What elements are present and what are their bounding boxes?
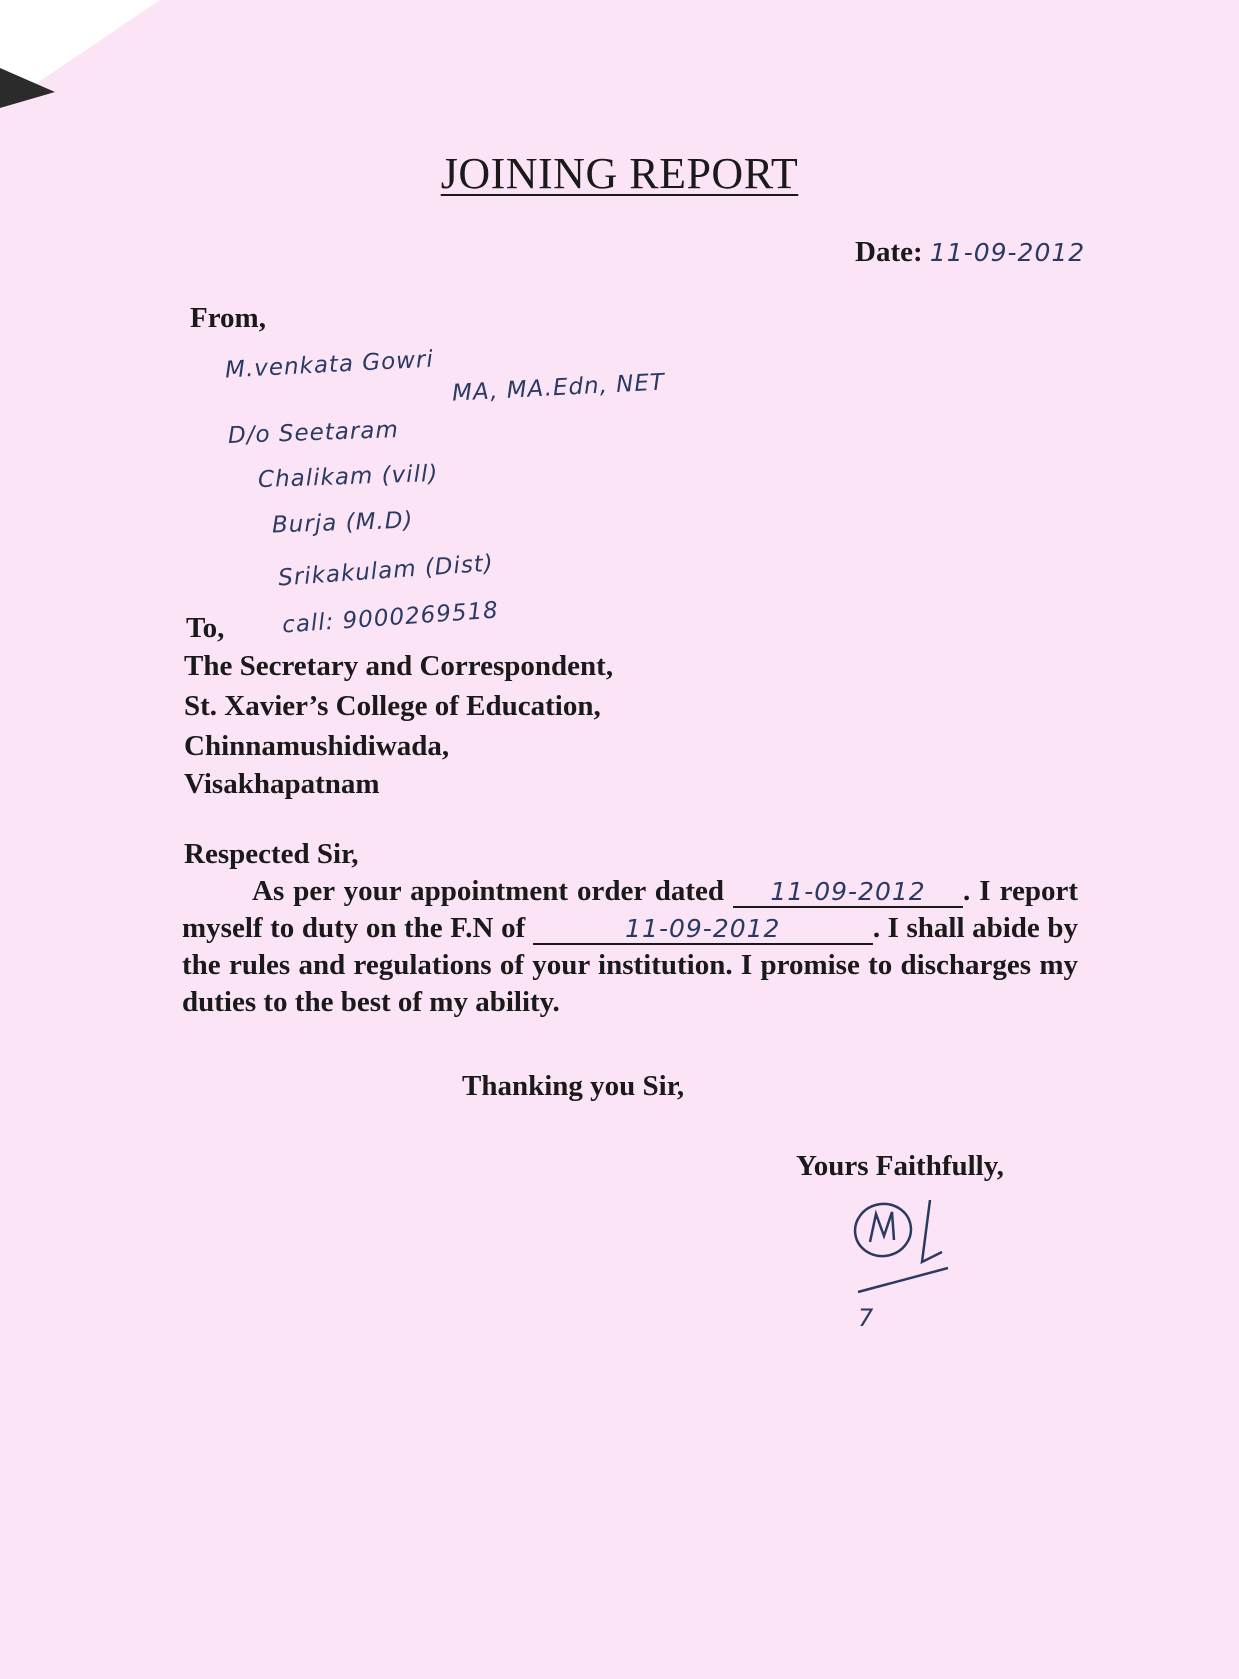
- to-label: To,: [186, 612, 225, 644]
- sign-off: Yours Faithfully,: [796, 1150, 1004, 1182]
- document-title: JOINING REPORT: [440, 149, 799, 198]
- body-paragraph: [182, 873, 1078, 1021]
- salutation: Respected Sir,: [184, 838, 359, 870]
- appointment-date-field: 11-09-2012: [733, 878, 963, 908]
- body-part-1: As per your appointment order dated: [252, 875, 725, 907]
- bleed-through-text: [455, 285, 465, 332]
- sender-qualifications: MA, MA.Edn, NET: [451, 369, 666, 407]
- folded-corner: [0, 0, 160, 110]
- date-label: Date:: [855, 236, 923, 268]
- recipient-line-3: Chinnamushidiwada,: [184, 730, 450, 762]
- body-part-3: . I shall abide by the rules and regulations of your institution. I promise to discharges my duties to the best of my ability.: [182, 912, 1078, 1018]
- sender-mandal: Burja (M.D): [271, 507, 414, 539]
- recipient-line-1: The Secretary and Correspondent,: [184, 650, 614, 682]
- sender-name: M.venkata Gowri: [224, 346, 435, 384]
- closing-line: Thanking you Sir,: [462, 1070, 685, 1102]
- sender-relation: D/o Seetaram: [227, 417, 400, 449]
- sender-village: Chalikam (vill): [257, 460, 439, 494]
- from-label: From,: [190, 302, 266, 334]
- date-line: [855, 236, 1085, 269]
- signature-mark: 7: [858, 1304, 874, 1330]
- recipient-line-4: Visakhapatnam: [184, 768, 380, 800]
- body-part-2: . I report myself to duty on the F.N of: [182, 875, 1078, 944]
- sender-district: Srikakulam (Dist): [277, 550, 495, 592]
- date-value: 11-09-2012: [929, 238, 1086, 267]
- recipient-line-2: St. Xavier’s College of Education,: [184, 690, 601, 722]
- duty-date-field: 11-09-2012: [533, 915, 873, 945]
- signature-image: [848, 1190, 968, 1330]
- sender-phone: call: 9000269518: [281, 597, 500, 639]
